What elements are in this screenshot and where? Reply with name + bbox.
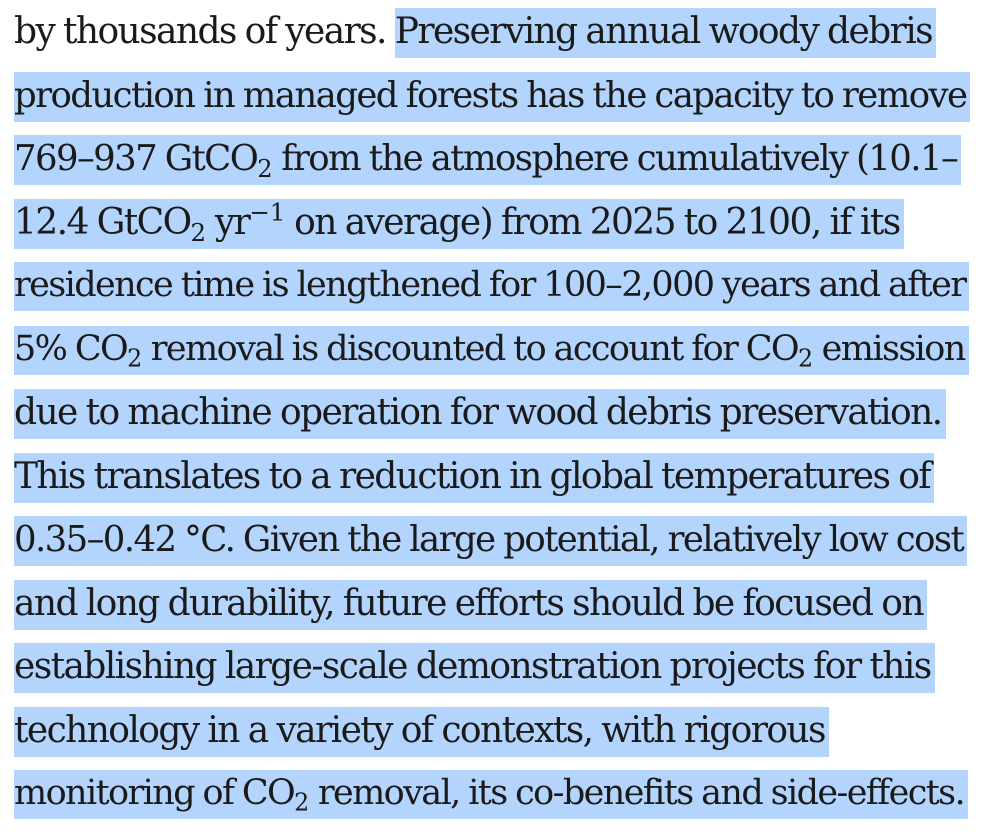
text-run: on average) from 2025 to 2100, if its [285, 201, 900, 243]
text-line-3 [14, 127, 974, 191]
selected-text[interactable]: This translates to a reduction in global temperatures of [14, 453, 934, 503]
superscript: −1 [249, 197, 286, 227]
text-run: removal is discounted to account for CO [142, 328, 798, 369]
selected-text[interactable]: production in managed forests has the capacity to remove [14, 72, 970, 122]
text-line-5 [14, 254, 974, 318]
selected-text[interactable] [14, 199, 904, 249]
text-run: 5% CO [14, 328, 128, 369]
text-run: 769–937 GtCO [14, 138, 258, 179]
text-line-13 [14, 762, 974, 826]
subscript: 2 [190, 217, 207, 247]
text-line-2 [14, 64, 974, 128]
subscript: 2 [257, 154, 273, 183]
text-line-11 [14, 635, 974, 699]
selected-text[interactable] [14, 135, 961, 185]
selected-text[interactable]: Preserving annual woody debris [395, 8, 936, 58]
text-run: 12.4 GtCO [14, 201, 191, 243]
text-run: removal, its co-benefits and side-effects. [309, 773, 965, 813]
selected-text[interactable]: establishing large-scale demonstration projects for this [14, 643, 935, 693]
text-line-9 [14, 508, 974, 572]
text-run: monitoring of CO [14, 773, 295, 813]
selected-text[interactable]: due to machine operation for wood debris preservation. [14, 389, 946, 439]
text-line-12 [14, 699, 974, 763]
subscript: 2 [294, 788, 310, 817]
subscript: 2 [127, 344, 143, 373]
text-line-10 [14, 572, 974, 636]
selected-text[interactable] [14, 770, 968, 819]
article-body [14, 0, 974, 826]
text-line-1 [14, 0, 974, 64]
text-line-7 [14, 381, 974, 445]
unselected-text: by thousands of years. [14, 11, 395, 52]
text-run: from the atmosphere cumulatively (10.1– [272, 138, 958, 179]
text-line-8 [14, 445, 974, 509]
selected-text[interactable]: residence time is lengthened for 100–2,000 years and after [14, 262, 969, 311]
text-run: emission [813, 328, 965, 369]
abstract-paragraph[interactable] [14, 0, 974, 826]
text-line-6 [14, 318, 974, 382]
subscript: 2 [798, 344, 814, 373]
selected-text[interactable]: 0.35–0.42 °C. Given the large potential, relatively low cost [14, 516, 967, 566]
text-line-4 [14, 191, 974, 255]
selected-text[interactable] [14, 326, 969, 375]
selected-text[interactable]: and long durability, future efforts should be focused on [14, 580, 927, 630]
selected-text[interactable]: technology in a variety of contexts, with rigorous [14, 707, 829, 757]
text-run: yr [206, 201, 250, 243]
